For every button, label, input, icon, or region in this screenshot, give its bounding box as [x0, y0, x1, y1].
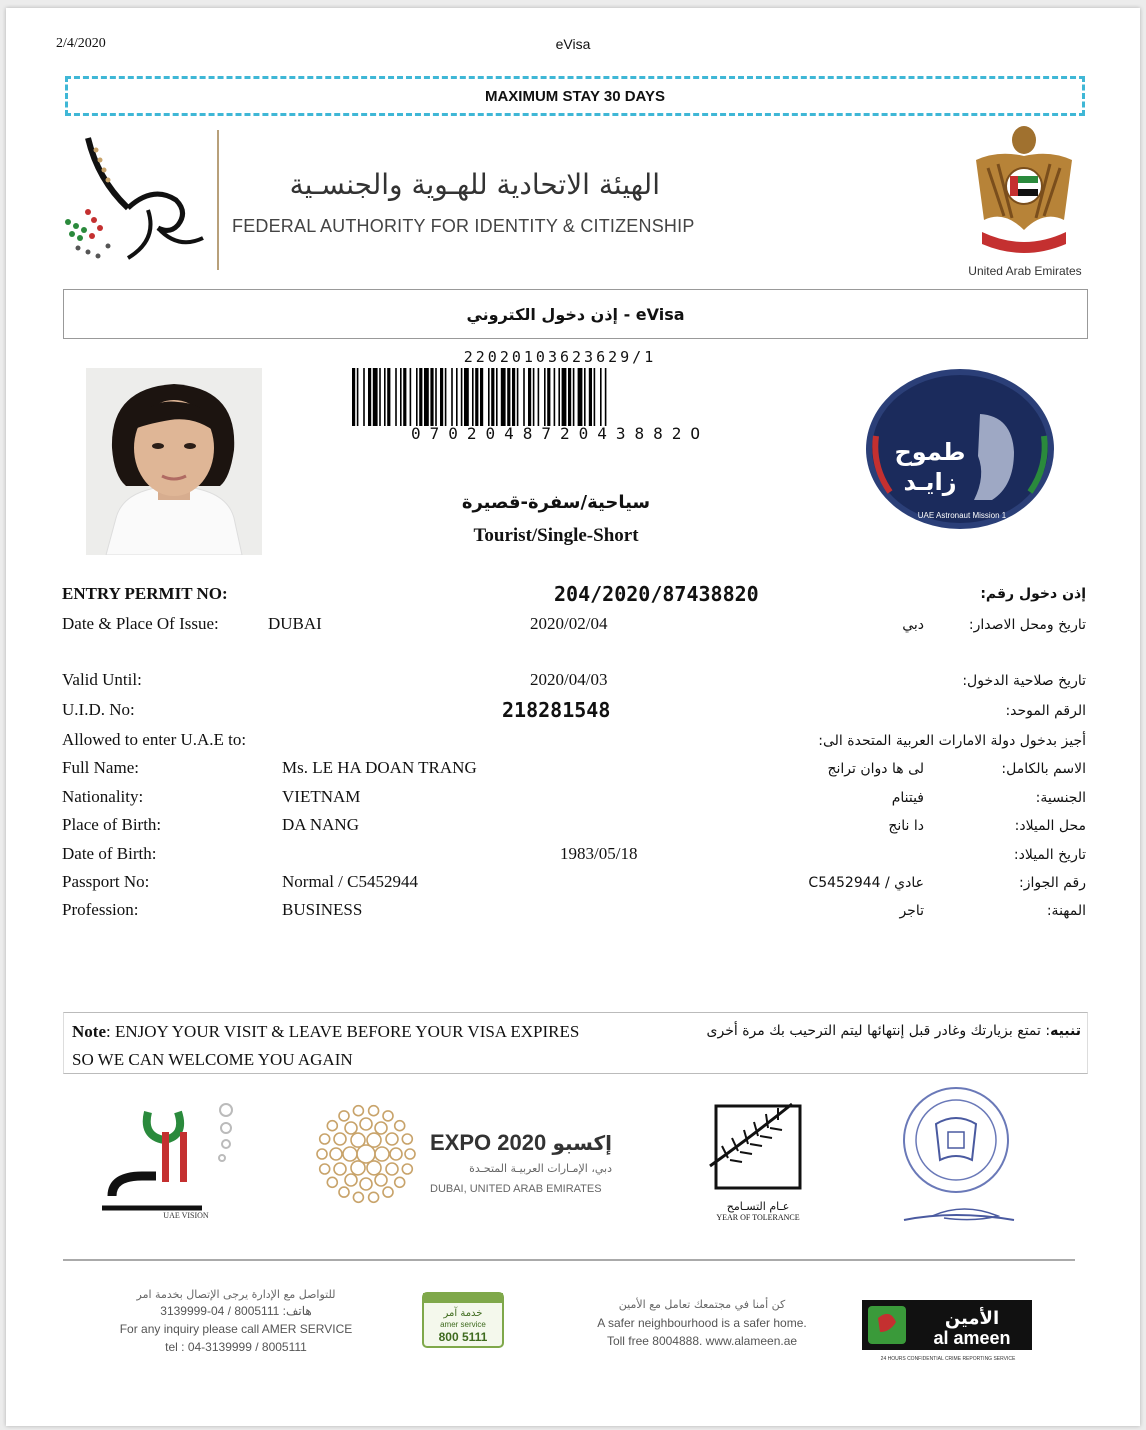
amer-badge-num: 800 5111	[438, 1330, 488, 1344]
mission-ar-line2: زايـد	[903, 468, 957, 496]
profession-value: BUSINESS	[282, 900, 363, 919]
amer-badge-en: amer service	[440, 1320, 486, 1329]
issue-label-ar: تاريخ ومحل الاصدار:	[968, 617, 1086, 633]
tolerance-en: YEAR OF TOLERANCE	[716, 1213, 800, 1222]
pob-value: DA NANG	[282, 815, 359, 834]
full-name-label-ar: الاسم بالكامل:	[1001, 761, 1086, 777]
official-stamp-icon	[894, 1082, 1024, 1232]
full-name-ar: لى ها دوان ترانج	[827, 761, 924, 777]
mission-caption: UAE Astronaut Mission 1	[917, 511, 1007, 520]
evisa-page	[6, 8, 1140, 1426]
full-name-value: Ms. LE HA DOAN TRANG	[282, 758, 477, 777]
max-stay-text: MAXIMUM STAY 30 DAYS	[484, 87, 666, 105]
person-photo-icon	[86, 368, 262, 555]
passport-photo	[86, 368, 262, 555]
amer-badge-ar: خدمة آمر	[443, 1308, 483, 1319]
print-date: 2/4/2020	[56, 36, 106, 51]
uid-number: 218281548	[502, 698, 611, 722]
passport-label: Passport No:	[62, 872, 150, 891]
amer-ar-line1: للتواصل مع الإدارة يرجى الإتصال بخدمة امر	[136, 1288, 336, 1301]
allowed-label-ar: أجيز بدخول دولة الامارات العربية المتحدة الى:	[818, 733, 1086, 749]
expo-2020-logo	[312, 1102, 622, 1212]
valid-until-date: 2020/04/03	[530, 670, 608, 689]
passport-value: Normal / C5452944	[282, 872, 418, 891]
allowed-label: Allowed to enter U.A.E to:	[62, 730, 247, 749]
issue-place: DUBAI	[268, 614, 322, 633]
note-text: : ENJOY YOUR VISIT & LEAVE BEFORE YOUR VISA EXPIRES SO WE CAN WELCOME YOU AGAIN	[72, 1022, 580, 1069]
evisa-title: إذن دخول الكتروني - eVisa	[466, 304, 685, 324]
note-ar	[626, 1018, 1081, 1044]
dob-label-ar: تاريخ الميلاد:	[1013, 847, 1086, 863]
footer-divider	[63, 1259, 1075, 1261]
amer-service-badge	[422, 1292, 504, 1348]
nationality-label-ar: الجنسية:	[1035, 790, 1086, 806]
dob-value: 1983/05/18	[560, 844, 638, 863]
note-text-ar: : تمتع بزيارتك وغادر قبل إنتهائها ليتم الترحيب بك مرة أخرى	[706, 1023, 1051, 1039]
alameen-logo-ar: الأمين	[944, 1308, 1000, 1329]
visa-type-en: Tourist/Single-Short	[473, 525, 639, 546]
issue-place-ar: دبي	[902, 617, 924, 633]
visa-type-ar: سياحية/سفرة-قصيرة	[461, 492, 651, 513]
note-label-ar: تنبيه	[1050, 1023, 1081, 1039]
pob-label-ar: محل الميلاد:	[1014, 818, 1086, 834]
mission-ar-line1: طموح	[894, 438, 966, 466]
nationality-ar: فيتنام	[891, 790, 924, 806]
authority-name-en: FEDERAL AUTHORITY FOR IDENTITY & CITIZENSHIP	[232, 216, 695, 236]
tolerance-ar: عـام التسـامح	[726, 1200, 790, 1213]
profession-label-ar: المهنة:	[1046, 903, 1086, 919]
expo-sub-ar: دبي، الإمـارات العربيـة المتحـدة	[469, 1162, 612, 1175]
alameen-ar: كن أمنا في مجتمعك تعامل مع الأمين	[618, 1298, 786, 1311]
note-en	[72, 1018, 592, 1074]
alameen-logo-sub: 24 HOURS CONFIDENTIAL CRIME REPORTING SERVICE	[880, 1356, 1016, 1362]
uae-emblem-icon	[968, 120, 1080, 260]
entry-permit-number: 204/2020/87438820	[554, 582, 759, 606]
al-ameen-logo	[860, 1298, 1036, 1364]
uae-vision-logo	[102, 1096, 242, 1220]
passport-label-ar: رقم الجواز:	[1018, 875, 1086, 891]
uae-label: United Arab Emirates	[968, 264, 1082, 278]
dob-label: Date of Birth:	[62, 844, 157, 863]
alameen-en-line1: A safer neighbourhood is a safer home.	[597, 1316, 807, 1330]
barcode-top-number: 22020103623629/1	[463, 348, 657, 366]
valid-until-label-ar: تاريخ صلاحية الدخول:	[962, 673, 1086, 689]
expo-title-ar: إكسبو	[552, 1131, 612, 1155]
vision-caption: UAE VISION	[163, 1211, 209, 1220]
valid-until-label: Valid Until:	[62, 670, 142, 689]
barcode-icon	[352, 368, 768, 426]
pob-ar: دا نانج	[888, 818, 924, 834]
entry-permit-label: ENTRY PERMIT NO:	[62, 584, 228, 603]
pob-label: Place of Birth:	[62, 815, 162, 834]
expo-title: EXPO 2020	[430, 1130, 547, 1155]
nationality-label: Nationality:	[62, 787, 144, 806]
uid-label-ar: الرقم الموحد:	[1005, 703, 1086, 719]
amer-en-line1: For any inquiry please call AMER SERVICE	[119, 1322, 353, 1336]
entry-permit-label-ar: إذن دخول رقم:	[980, 586, 1086, 602]
print-title: eVisa	[555, 36, 591, 52]
profession-ar: تاجر	[899, 903, 924, 919]
authority-divider	[217, 130, 219, 270]
falcon-logo-icon	[58, 130, 208, 270]
nationality-value: VIETNAM	[282, 787, 361, 806]
zayed-ambition-logo	[862, 366, 1058, 532]
expo-sub-en: DUBAI, UNITED ARAB EMIRATES	[430, 1183, 602, 1195]
passport-ar: عادي / C5452944	[808, 875, 924, 891]
evisa-title-box	[63, 289, 1088, 339]
year-of-tolerance-logo	[692, 1096, 818, 1222]
note-label: Note	[72, 1022, 106, 1041]
max-stay-banner	[65, 76, 1085, 116]
profession-label: Profession:	[62, 900, 139, 919]
authority-name-ar: الهيئة الاتحادية للهـوية والجنسـية	[289, 168, 660, 201]
alameen-logo-en: al ameen	[933, 1328, 1011, 1348]
uid-label: U.I.D. No:	[62, 700, 135, 719]
amer-ar-line2: هاتف: 8005111 / 04-3139999	[160, 1304, 312, 1318]
issue-date: 2020/02/04	[530, 614, 608, 633]
alameen-en-line2: Toll free 8004888. www.alameen.ae	[606, 1334, 798, 1348]
barcode-bottom-number: 070204872043882O	[410, 424, 710, 443]
issue-label: Date & Place Of Issue:	[62, 614, 219, 633]
full-name-label: Full Name:	[62, 758, 139, 777]
amer-en-line2: tel : 04-3139999 / 8005111	[165, 1340, 307, 1354]
